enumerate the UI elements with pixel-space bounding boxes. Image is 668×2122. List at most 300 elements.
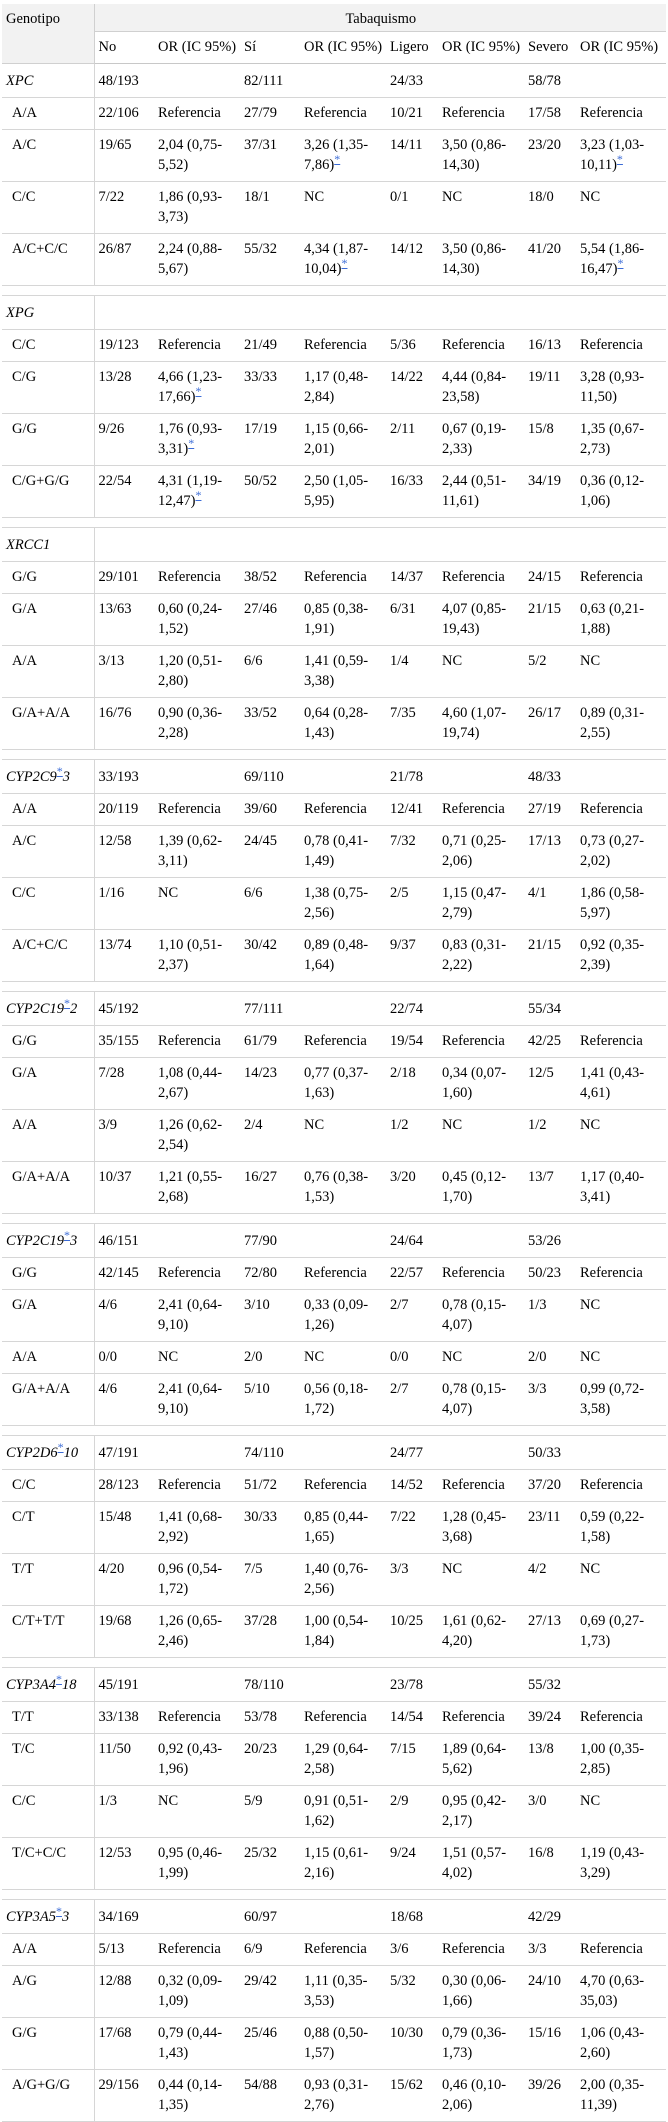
value-cell: 0,85 (0,44-1,65) (300, 1502, 386, 1554)
value-cell: 20/119 (94, 794, 154, 826)
gene-total-cell: 77/90 (240, 1224, 300, 1258)
table-row (2, 646, 666, 698)
gene-total-cell: 42/29 (524, 1900, 576, 1934)
table-row (2, 1786, 666, 1838)
value-cell: 27/46 (240, 594, 300, 646)
genotype-cell: C/T+T/T (2, 1606, 94, 1658)
value-cell: 4/2 (524, 1554, 576, 1606)
value-cell: 33/52 (240, 698, 300, 750)
genotype-cell: C/G+G/G (2, 466, 94, 518)
value-cell: Referencia (300, 98, 386, 130)
value-cell: 18/1 (240, 182, 300, 234)
genotype-cell: C/C (2, 1470, 94, 1502)
significance-footnote-link[interactable]: * (195, 488, 202, 503)
table-row (2, 1838, 666, 1890)
value-cell: 1,26 (0,65-2,46) (154, 1606, 240, 1658)
value-cell: 12/53 (94, 1838, 154, 1890)
value-cell: 72/80 (240, 1258, 300, 1290)
value-cell: Referencia (576, 562, 666, 594)
column-header: OR (IC 95%) (438, 32, 524, 64)
gene-name (2, 296, 94, 330)
value-cell: 55/32 (240, 234, 300, 286)
genotype-cell: G/G (2, 414, 94, 466)
value-cell: 9/37 (386, 930, 438, 982)
value-cell: 23/20 (524, 130, 576, 182)
value-cell: 17/58 (524, 98, 576, 130)
value-cell (300, 130, 386, 182)
genotype-cell: C/T (2, 1502, 94, 1554)
gene-name (2, 1668, 94, 1702)
gene-total-cell (300, 1668, 386, 1702)
value-cell: Referencia (154, 1470, 240, 1502)
gene-total-cell (438, 1900, 524, 1934)
significance-footnote-link[interactable]: * (334, 152, 341, 167)
table-row (2, 794, 666, 826)
value-cell: 1,21 (0,55-2,68) (154, 1162, 240, 1214)
gene-row (2, 1224, 666, 1258)
value-cell (154, 414, 240, 466)
value-cell: NC (576, 1786, 666, 1838)
gene-total-cell (438, 64, 524, 98)
genotype-cell: C/C (2, 878, 94, 930)
gene-total-cell: 55/32 (524, 1668, 576, 1702)
value-cell: 0,64 (0,28-1,43) (300, 698, 386, 750)
gene-total-cell: 45/192 (94, 992, 154, 1026)
value-cell: Referencia (154, 1258, 240, 1290)
gene-total-cell (576, 1900, 666, 1934)
column-header: No (94, 32, 154, 64)
value-cell: NC (438, 1554, 524, 1606)
value-cell: 3/3 (524, 1374, 576, 1426)
value-cell: 10/21 (386, 98, 438, 130)
genotype-cell: T/C+C/C (2, 1838, 94, 1890)
value-cell: Referencia (300, 1026, 386, 1058)
table-row (2, 1110, 666, 1162)
value-cell: 0,30 (0,06-1,66) (438, 1966, 524, 2018)
value-cell: 4,07 (0,85-19,43) (438, 594, 524, 646)
value-cell: Referencia (576, 1026, 666, 1058)
value-cell: 2,24 (0,88-5,67) (154, 234, 240, 286)
value-cell: 2/4 (240, 1110, 300, 1162)
value-cell: 27/79 (240, 98, 300, 130)
value-cell: Referencia (438, 1702, 524, 1734)
value-cell: 14/12 (386, 234, 438, 286)
footnote-link[interactable]: * (64, 996, 71, 1011)
gene-name (2, 64, 94, 98)
genotype-cell: C/C (2, 1786, 94, 1838)
table-row (2, 182, 666, 234)
value-cell: 14/37 (386, 562, 438, 594)
value-cell: 38/52 (240, 562, 300, 594)
value-cell: 16/27 (240, 1162, 300, 1214)
value-cell: 12/88 (94, 1966, 154, 2018)
value-cell: Referencia (300, 1934, 386, 1966)
value-cell: Referencia (154, 98, 240, 130)
genotype-header: Genotipo (2, 4, 94, 64)
value-cell: 0,69 (0,27-1,73) (576, 1606, 666, 1658)
gene-total-cell (300, 528, 386, 562)
value-cell: 35/155 (94, 1026, 154, 1058)
genotype-cell: A/A (2, 1342, 94, 1374)
header-row-top (2, 4, 666, 32)
group-spacer (2, 982, 666, 992)
value-cell: 30/33 (240, 1502, 300, 1554)
gene-total-cell: 22/74 (386, 992, 438, 1026)
gene-total-cell (94, 528, 154, 562)
value-cell: 37/31 (240, 130, 300, 182)
table-row (2, 98, 666, 130)
table-row (2, 1162, 666, 1214)
table-row (2, 330, 666, 362)
value-cell: Referencia (438, 1258, 524, 1290)
table-body (2, 64, 666, 2122)
value-cell: 19/68 (94, 1606, 154, 1658)
value-cell: NC (576, 1110, 666, 1162)
value-cell: 0,73 (0,27-2,02) (576, 826, 666, 878)
value-cell: 1/3 (94, 1786, 154, 1838)
gene-total-cell: 33/193 (94, 760, 154, 794)
table-row (2, 234, 666, 286)
significance-footnote-link[interactable]: * (616, 152, 623, 167)
value-cell: 0,46 (0,10-2,06) (438, 2070, 524, 2122)
value-cell: 14/22 (386, 362, 438, 414)
header-row-columns (2, 32, 666, 64)
gene-total-cell (300, 992, 386, 1026)
gene-total-cell: 47/191 (94, 1436, 154, 1470)
value-cell: 10/25 (386, 1606, 438, 1658)
gene-row (2, 1668, 666, 1702)
value-cell: 22/54 (94, 466, 154, 518)
allele-suffix: 2 (70, 1001, 78, 1017)
footnote-link[interactable]: * (57, 1440, 64, 1455)
column-header: Ligero (386, 32, 438, 64)
allele-suffix: 3 (61, 1909, 70, 1925)
value-cell: Referencia (300, 1702, 386, 1734)
value-cell: 22/106 (94, 98, 154, 130)
value-cell: 5/32 (386, 1966, 438, 2018)
value-cell: 29/42 (240, 1966, 300, 2018)
genotype-cell: A/G (2, 1966, 94, 2018)
smoking-genotype-table (2, 4, 666, 2122)
value-cell: 0/1 (386, 182, 438, 234)
gene-total-cell: 21/78 (386, 760, 438, 794)
value-cell: 0/0 (386, 1342, 438, 1374)
genotype-cell: A/A (2, 794, 94, 826)
value-cell: 7/22 (94, 182, 154, 234)
table-row (2, 1374, 666, 1426)
value-cell: 12/58 (94, 826, 154, 878)
gene-total-cell (300, 1436, 386, 1470)
value-cell: NC (154, 1786, 240, 1838)
column-header: OR (IC 95%) (576, 32, 666, 64)
significance-footnote-link[interactable]: * (617, 256, 624, 271)
value-cell: 19/123 (94, 330, 154, 362)
value-cell: NC (154, 878, 240, 930)
value-cell: 14/11 (386, 130, 438, 182)
column-header: Sí (240, 32, 300, 64)
value-cell: 0,99 (0,72-3,58) (576, 1374, 666, 1426)
value-cell: 19/11 (524, 362, 576, 414)
value-cell: 27/13 (524, 1606, 576, 1658)
smoking-header: Tabaquismo (94, 4, 666, 32)
gene-total-cell (576, 1668, 666, 1702)
gene-total-cell (300, 296, 386, 330)
genotype-cell: G/A+A/A (2, 1374, 94, 1426)
group-spacer (2, 286, 666, 296)
value-cell: 0,34 (0,07-1,60) (438, 1058, 524, 1110)
value-cell: 27/19 (524, 794, 576, 826)
gene-total-cell: 48/33 (524, 760, 576, 794)
value-cell (576, 130, 666, 182)
value-cell: Referencia (300, 1258, 386, 1290)
gene-total-cell (240, 528, 300, 562)
value-cell: 0,71 (0,25-2,06) (438, 826, 524, 878)
gene-total-cell (438, 528, 524, 562)
value-text: 4,66 (1,23-17,66) (158, 369, 223, 405)
value-cell: 18/0 (524, 182, 576, 234)
genotype-cell: G/A+A/A (2, 698, 94, 750)
value-cell: 34/19 (524, 466, 576, 518)
value-cell: 50/23 (524, 1258, 576, 1290)
value-cell: 2/5 (386, 878, 438, 930)
value-cell: 10/37 (94, 1162, 154, 1214)
value-cell: 2/9 (386, 1786, 438, 1838)
genotype-cell: A/A (2, 1934, 94, 1966)
value-cell: 4,60 (1,07-19,74) (438, 698, 524, 750)
genotype-cell: A/C (2, 130, 94, 182)
value-cell: 19/65 (94, 130, 154, 182)
table-row (2, 1026, 666, 1058)
value-cell: 5/10 (240, 1374, 300, 1426)
gene-total-cell: 53/26 (524, 1224, 576, 1258)
value-cell (154, 466, 240, 518)
footnote-link[interactable]: * (56, 764, 63, 779)
genotype-cell: A/C+C/C (2, 234, 94, 286)
value-cell: 17/13 (524, 826, 576, 878)
gene-total-cell: 18/68 (386, 1900, 438, 1934)
table-row (2, 1934, 666, 1966)
value-cell: 0,90 (0,36-2,28) (154, 698, 240, 750)
value-cell: 0,93 (0,31-2,76) (300, 2070, 386, 2122)
table-row (2, 1258, 666, 1290)
gene-total-cell: 24/33 (386, 64, 438, 98)
value-cell: 12/41 (386, 794, 438, 826)
gene-total-cell: 23/78 (386, 1668, 438, 1702)
footnote-link[interactable]: * (55, 1672, 62, 1687)
value-cell: 54/88 (240, 2070, 300, 2122)
significance-footnote-link[interactable]: * (188, 436, 195, 451)
value-cell: 7/5 (240, 1554, 300, 1606)
value-cell: 14/23 (240, 1058, 300, 1110)
gene-row (2, 296, 666, 330)
value-cell: 24/15 (524, 562, 576, 594)
value-cell: 1,35 (0,67-2,73) (576, 414, 666, 466)
significance-footnote-link[interactable]: * (195, 384, 202, 399)
value-cell: 42/145 (94, 1258, 154, 1290)
value-cell: 7/22 (386, 1502, 438, 1554)
value-cell: 2/18 (386, 1058, 438, 1110)
value-cell: 1,41 (0,43-4,61) (576, 1058, 666, 1110)
value-cell: 39/60 (240, 794, 300, 826)
value-cell: 5/13 (94, 1934, 154, 1966)
value-cell: 0,89 (0,31-2,55) (576, 698, 666, 750)
value-cell: 1/4 (386, 646, 438, 698)
value-cell: 0,77 (0,37-1,63) (300, 1058, 386, 1110)
value-cell: 6/6 (240, 878, 300, 930)
value-cell: 1/3 (524, 1290, 576, 1342)
value-cell: 23/11 (524, 1502, 576, 1554)
value-cell: 9/24 (386, 1838, 438, 1890)
value-cell: 0,59 (0,22-1,58) (576, 1502, 666, 1554)
value-cell: 21/15 (524, 930, 576, 982)
value-cell: 0,91 (0,51-1,62) (300, 1786, 386, 1838)
value-cell: Referencia (154, 330, 240, 362)
value-cell: 13/8 (524, 1734, 576, 1786)
table-row (2, 1470, 666, 1502)
gene-total-cell: 58/78 (524, 64, 576, 98)
value-cell: 21/49 (240, 330, 300, 362)
gene-total-cell (300, 64, 386, 98)
value-cell: 2,50 (1,05-5,95) (300, 466, 386, 518)
value-cell: 2,04 (0,75-5,52) (154, 130, 240, 182)
gene-total-cell (438, 296, 524, 330)
value-cell: 33/33 (240, 362, 300, 414)
gene-total-cell (576, 296, 666, 330)
gene-total-cell (300, 1224, 386, 1258)
value-cell: NC (576, 1290, 666, 1342)
gene-label: XPG (6, 305, 35, 321)
gene-total-cell: 46/151 (94, 1224, 154, 1258)
value-cell: Referencia (576, 1702, 666, 1734)
gene-total-cell (438, 1436, 524, 1470)
gene-total-cell: 50/33 (524, 1436, 576, 1470)
value-cell: Referencia (438, 1470, 524, 1502)
value-text: 1,76 (0,93-3,31) (158, 421, 223, 457)
value-cell: 39/24 (524, 1702, 576, 1734)
gene-total-cell (576, 760, 666, 794)
table-row (2, 698, 666, 750)
genotype-cell: A/C+C/C (2, 930, 94, 982)
value-cell: 0,88 (0,50-1,57) (300, 2018, 386, 2070)
gene-name (2, 992, 94, 1026)
genotype-cell: T/T (2, 1554, 94, 1606)
table-row (2, 466, 666, 518)
value-cell: 0,85 (0,38-1,91) (300, 594, 386, 646)
value-cell: 0,45 (0,12-1,70) (438, 1162, 524, 1214)
value-cell: NC (576, 182, 666, 234)
table-row (2, 1734, 666, 1786)
value-cell: Referencia (576, 1470, 666, 1502)
value-cell: 7/35 (386, 698, 438, 750)
table-row (2, 930, 666, 982)
genotype-cell: G/A (2, 1290, 94, 1342)
value-cell: 4,70 (0,63-35,03) (576, 1966, 666, 2018)
value-cell: 25/32 (240, 1838, 300, 1890)
value-cell: 5/36 (386, 330, 438, 362)
value-cell: NC (300, 1342, 386, 1374)
gene-total-cell (94, 296, 154, 330)
column-header: Severo (524, 32, 576, 64)
gene-total-cell: 45/191 (94, 1668, 154, 1702)
value-cell: 0,83 (0,31-2,22) (438, 930, 524, 982)
genotype-cell: G/G (2, 562, 94, 594)
gene-total-cell (154, 64, 240, 98)
value-cell: 0,33 (0,09-1,26) (300, 1290, 386, 1342)
footnote-link[interactable]: * (64, 1228, 71, 1243)
value-cell: 0,67 (0,19-2,33) (438, 414, 524, 466)
value-cell: 1,39 (0,62-3,11) (154, 826, 240, 878)
genotype-cell: A/A (2, 98, 94, 130)
gene-total-cell (154, 296, 240, 330)
gene-total-cell (438, 992, 524, 1026)
group-spacer (2, 1214, 666, 1224)
genotype-cell: G/A+A/A (2, 1162, 94, 1214)
value-cell: 1,26 (0,62-2,54) (154, 1110, 240, 1162)
value-cell: 0,95 (0,42-2,17) (438, 1786, 524, 1838)
value-text: 4,34 (1,87-10,04) (304, 241, 369, 277)
gene-total-cell (438, 760, 524, 794)
value-cell: 1,08 (0,44-2,67) (154, 1058, 240, 1110)
value-cell: 3/0 (524, 1786, 576, 1838)
value-text: 4,31 (1,19-12,47) (158, 473, 223, 509)
value-cell: 39/26 (524, 2070, 576, 2122)
value-cell: 0,60 (0,24-1,52) (154, 594, 240, 646)
table-row (2, 130, 666, 182)
value-cell: 0,78 (0,41-1,49) (300, 826, 386, 878)
gene-total-cell: 82/111 (240, 64, 300, 98)
group-spacer (2, 1426, 666, 1436)
genotype-cell: A/G+G/G (2, 2070, 94, 2122)
value-cell (154, 362, 240, 414)
value-cell: 0,78 (0,15-4,07) (438, 1374, 524, 1426)
value-cell: 15/16 (524, 2018, 576, 2070)
gene-total-cell (576, 64, 666, 98)
gene-total-cell: 60/97 (240, 1900, 300, 1934)
value-text: 3,26 (1,35-7,86) (304, 137, 369, 173)
gene-total-cell (154, 1900, 240, 1934)
value-cell: 5/9 (240, 1786, 300, 1838)
gene-total-cell (576, 992, 666, 1026)
value-cell: 21/15 (524, 594, 576, 646)
genotype-cell: C/C (2, 330, 94, 362)
table-row (2, 1290, 666, 1342)
value-cell: Referencia (576, 1258, 666, 1290)
footnote-link[interactable]: * (55, 1904, 62, 1919)
value-cell: 10/30 (386, 2018, 438, 2070)
value-cell: 26/17 (524, 698, 576, 750)
significance-footnote-link[interactable]: * (341, 256, 348, 271)
value-cell: 2/11 (386, 414, 438, 466)
gene-label: CYP2C9 (6, 769, 57, 785)
gene-name (2, 528, 94, 562)
table-row (2, 826, 666, 878)
value-cell: 1,38 (0,75-2,56) (300, 878, 386, 930)
value-cell: 0,92 (0,43-1,96) (154, 1734, 240, 1786)
table-row (2, 1966, 666, 2018)
value-cell: NC (438, 646, 524, 698)
value-cell: 16/8 (524, 1838, 576, 1890)
gene-label: CYP2C19 (6, 1001, 65, 1017)
value-cell: Referencia (576, 1934, 666, 1966)
column-header: OR (IC 95%) (300, 32, 386, 64)
gene-total-cell (240, 296, 300, 330)
table-row (2, 1606, 666, 1658)
value-cell: 37/20 (524, 1470, 576, 1502)
value-cell: 0,79 (0,44-1,43) (154, 2018, 240, 2070)
value-cell: 2/7 (386, 1374, 438, 1426)
value-text: 3,23 (1,03-10,11) (580, 137, 645, 173)
value-cell: 1,19 (0,43-3,29) (576, 1838, 666, 1890)
